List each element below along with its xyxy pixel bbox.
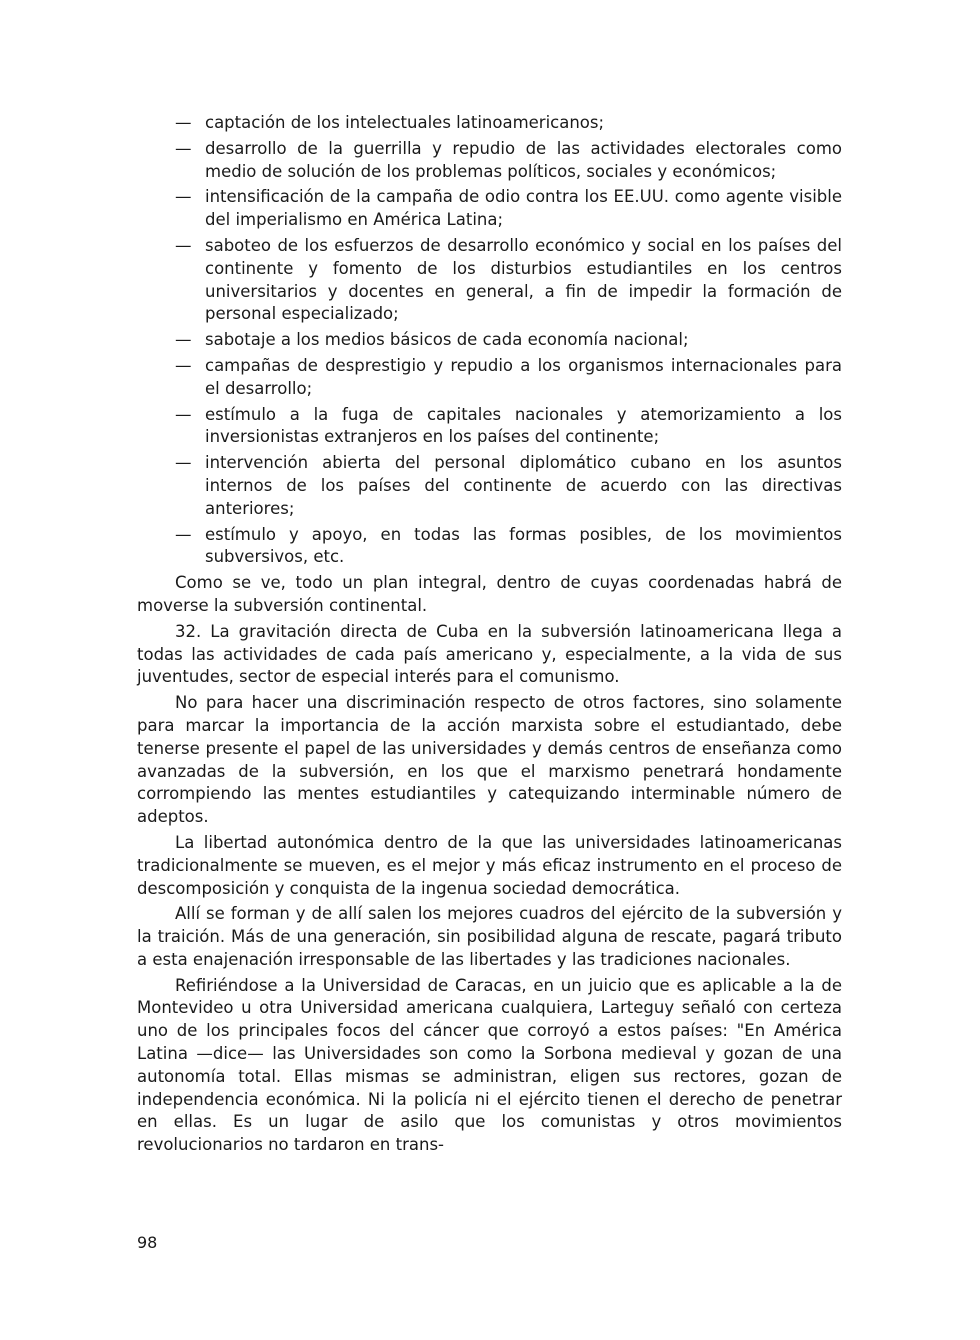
paragraph: Refiriéndose a la Universidad de Caracas, en un juicio que es aplicable a la de Montevideo u otra Universidad americana cualquiera, Larteguy señaló con certeza uno de los principales focos del cáncer que corroyó a estos países: "En América Latina —dice— las Universidades son como la Sorbona medieval y gozan de una autonomía total. Ellas mismas se administran, eligen sus rectores, gozan de independencia económica. Ni la policía ni el ejército tienen el derecho de penetrar en ellas. Es un lugar de asilo que los comunistas y otros movimientos revolucionarios no tardaron en trans- [137, 975, 842, 1155]
page-number: 98 [137, 1233, 158, 1252]
dash-marker: — [175, 355, 192, 375]
list-item-text: saboteo de los esfuerzos de desarrollo económico y social en los países del continente y fomento de los disturbios estudiantiles en los centros universitarios y docentes en general, a fin de impedir la formación de personal especializado; [205, 235, 842, 324]
dash-marker: — [175, 330, 192, 350]
list-item-text: estímulo y apoyo, en todas las formas posibles, de los movimientos subversivos, etc. [205, 524, 842, 567]
list-item [137, 404, 842, 450]
dash-marker: — [175, 453, 192, 473]
list-item-text: campañas de desprestigio y repudio a los organismos internacionales para el desarrollo; [205, 355, 842, 398]
list-item [137, 524, 842, 570]
list-item-text: sabotaje a los medios básicos de cada economía nacional; [205, 330, 689, 350]
list-item-text: desarrollo de la guerrilla y repudio de las actividades electorales como medio de solución de los problemas políticos, sociales y económicos; [205, 138, 842, 181]
list-item-text: intervención abierta del personal diplomático cubano en los asuntos internos de los países del continente de acuerdo con las directivas anteriores; [205, 453, 842, 518]
dash-marker: — [175, 404, 192, 424]
list-item-text: estímulo a la fuga de capitales nacionales y atemorizamiento a los inversionistas extranjeros en los países del continente; [205, 404, 842, 447]
list-item-text: intensificación de la campaña de odio contra los EE.UU. como agente visible del imperialismo en América Latina; [205, 187, 842, 230]
dash-marker: — [175, 524, 192, 544]
list-item [137, 452, 842, 520]
paragraph: Allí se forman y de allí salen los mejores cuadros del ejército de la subversión y la traición. Más de una generación, sin posibilidad alguna de rescate, pagará tributo a esta enajenación irresponsable de las libertades y las tradiciones nacionales. [137, 904, 842, 969]
list-item [137, 112, 842, 135]
bullet-list [137, 112, 842, 569]
dash-marker: — [175, 187, 192, 207]
list-item [137, 186, 842, 232]
paragraph: 32. La gravitación directa de Cuba en la subversión latinoamericana llega a todas las actividades de cada país americano y, especialmente, a la vida de sus juventudes, sector de especial interés para el comunismo. [137, 621, 842, 687]
list-item [137, 138, 842, 184]
dash-marker: — [175, 138, 192, 158]
dash-marker: — [175, 235, 192, 255]
list-item-text: captación de los intelectuales latinoamericanos; [205, 113, 605, 132]
paragraph: La libertad autonómica dentro de la que las universidades latinoamericanas tradicionalmente se mueven, es el mejor y más eficaz instrumento en el proceso de descomposición y conquista de la ingenua sociedad democrática. [137, 832, 842, 898]
list-item [137, 235, 842, 326]
list-item [137, 329, 842, 352]
paragraph: No para hacer una discriminación respecto de otros factores, sino solamente para marcar la importancia de la acción marxista sobre el estudiantado, debe tenerse presente el papel de las universidades y demás centros de enseñanza como avanzadas de la subversión, en los que el marxismo penetrará hondamente corrompiendo las mentes estudiantiles y catequizando interminable número de adeptos. [137, 693, 842, 827]
paragraph: Como se ve, todo un plan integral, dentro de cuyas coordenadas habrá de moverse la subversión continental. [137, 573, 842, 615]
list-item [137, 355, 842, 401]
dash-marker: — [175, 113, 192, 132]
